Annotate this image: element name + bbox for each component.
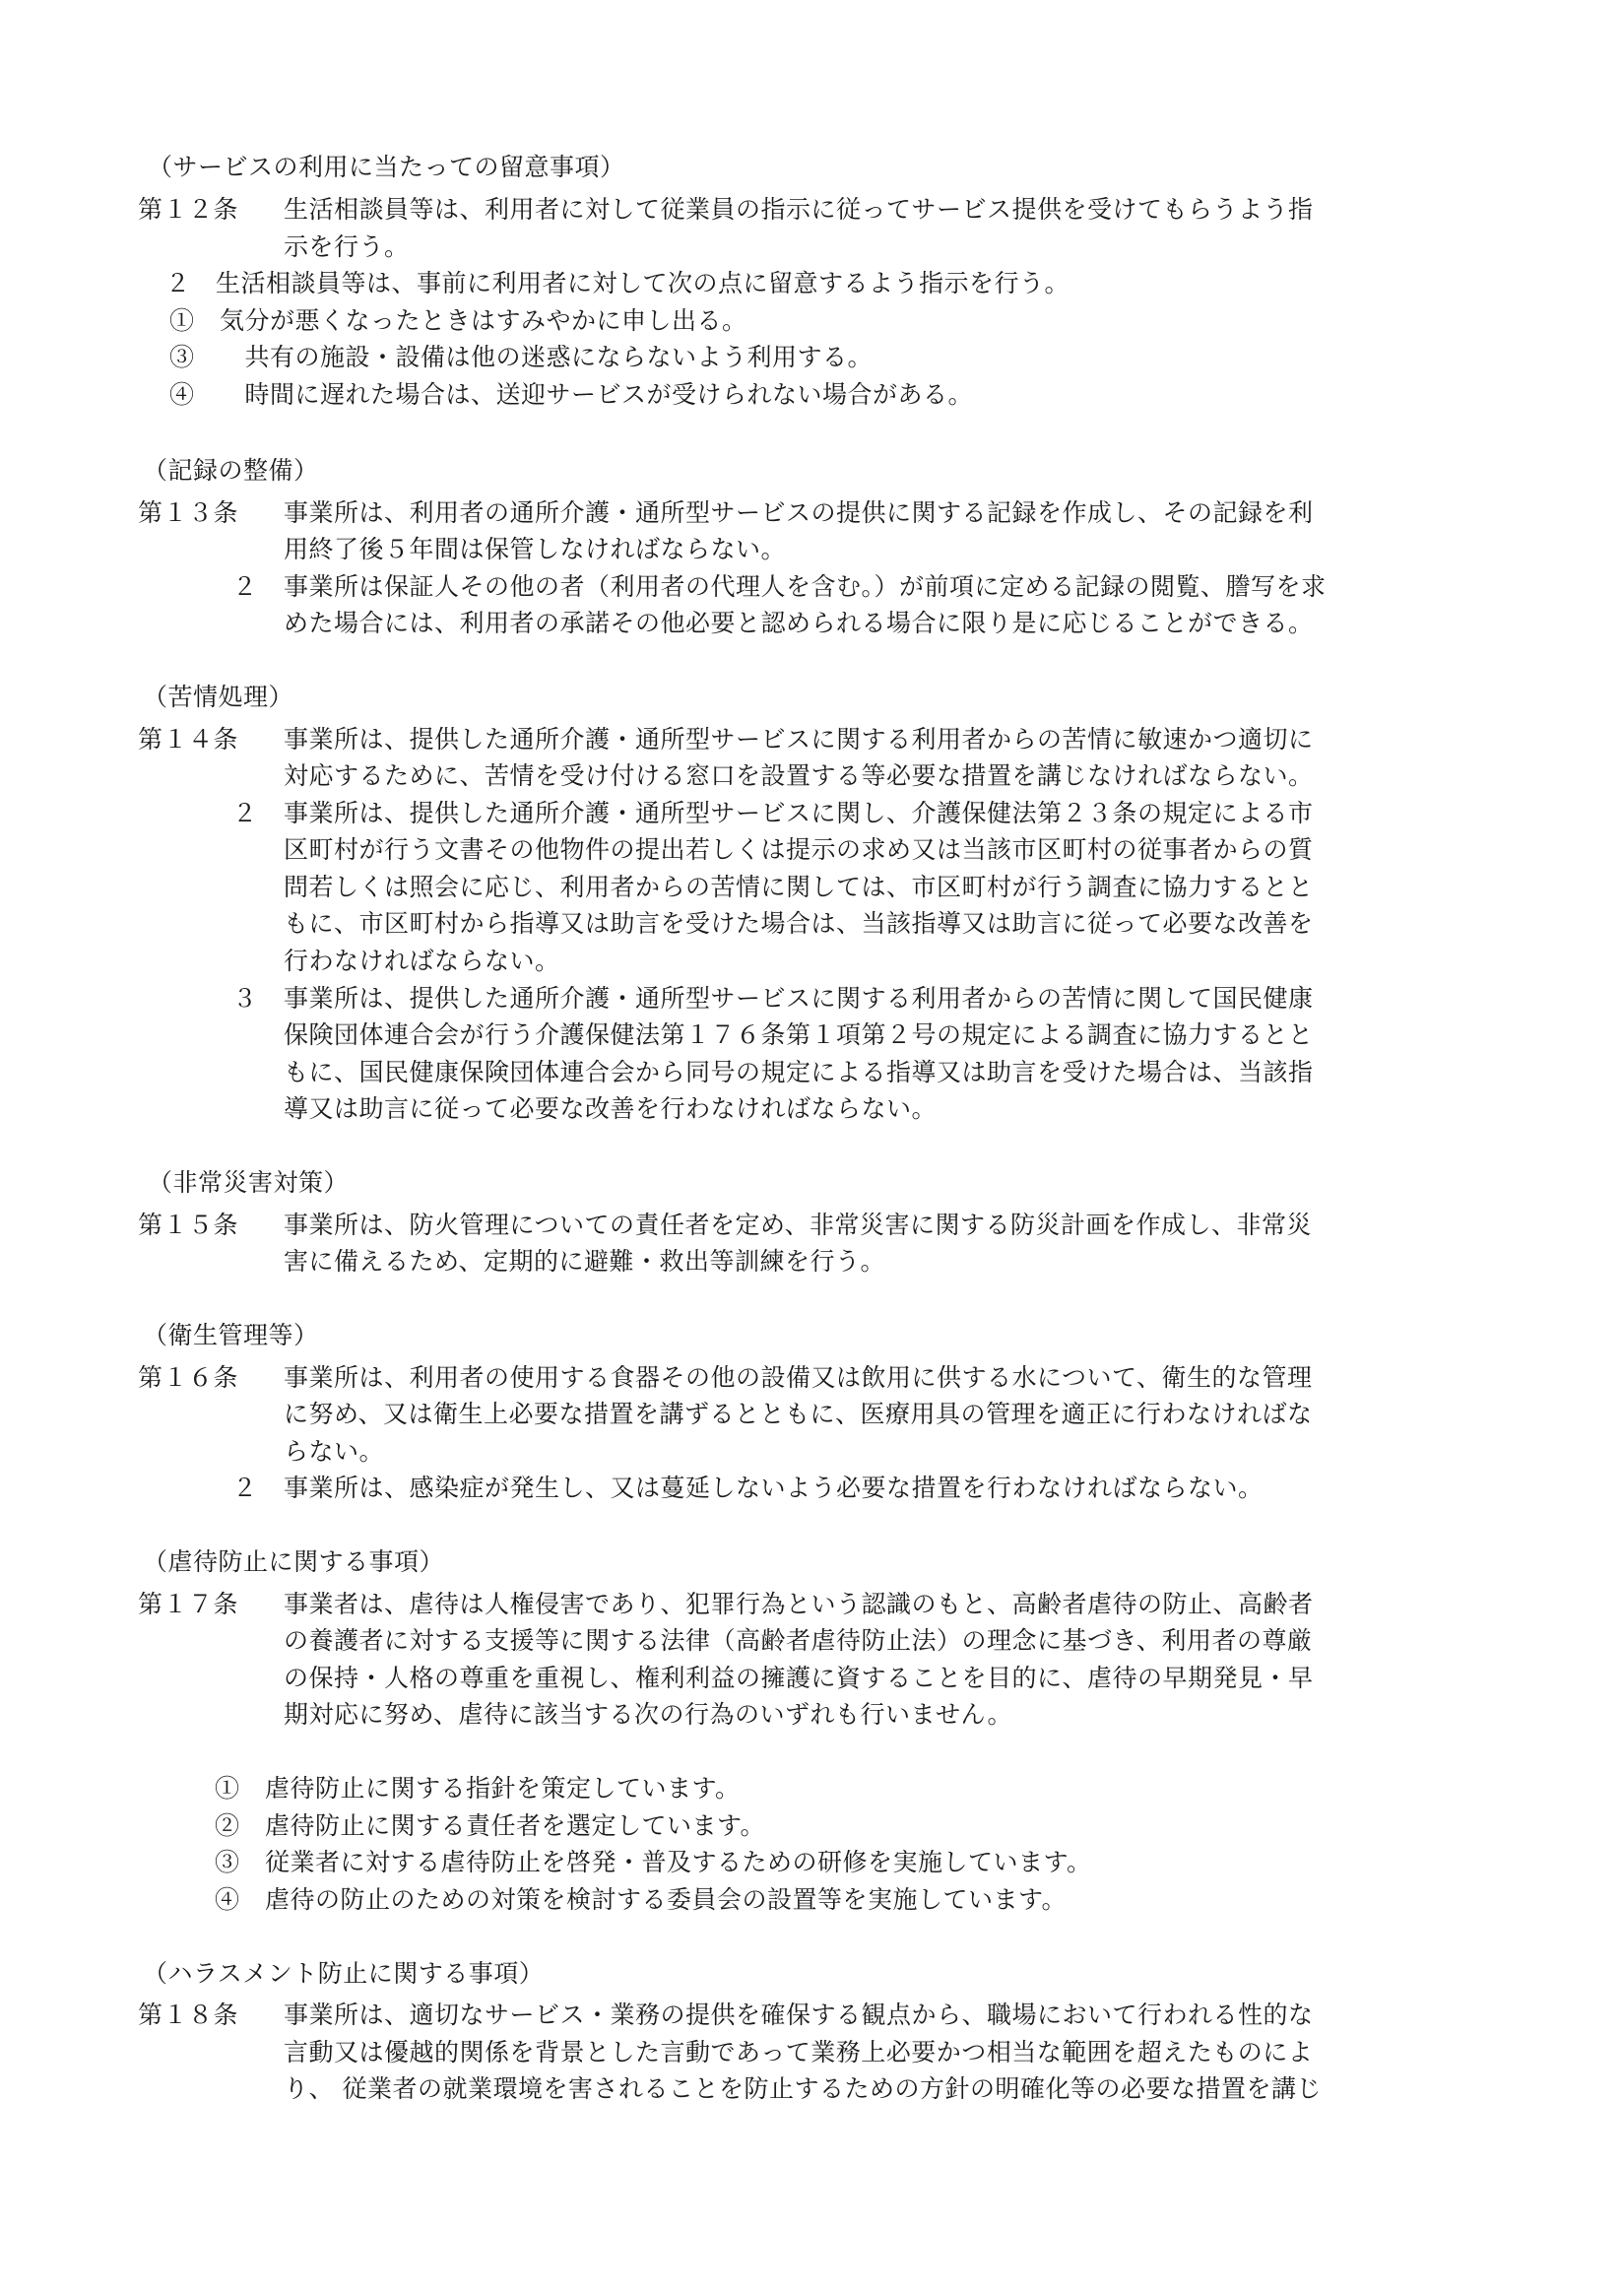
paragraph-text: 事業所は、感染症が発生し、又は蔓延しないよう必要な措置を行わなければならない。	[284, 1474, 1264, 1502]
paragraph-text: 事業所は、提供した通所介護・通所型サービスに関する利用者からの苦情に関して国民健康	[284, 984, 1314, 1013]
article-text: らない。	[284, 1437, 385, 1466]
list-item: ③ 従業者に対する虐待防止を啓発・普及するための研修を実施しています。	[215, 1848, 1092, 1876]
paragraph-number: ２	[232, 1474, 258, 1502]
article-number: 第１５条	[138, 1211, 239, 1239]
paragraph-text: 区町村が行う文書その他物件の提出若しくは提示の求め又は当該市区町村の従事者からの質	[284, 835, 1314, 864]
article-number: 第１７条	[138, 1590, 239, 1618]
section-heading: （記録の整備）	[143, 456, 319, 485]
article-text: 事業所は、提供した通所介護・通所型サービスに関する利用者からの苦情に敏速かつ適切に	[284, 725, 1314, 754]
section-heading: （衛生管理等）	[143, 1321, 319, 1349]
paragraph-text: 事業所は、提供した通所介護・通所型サービスに関し、介護保健法第２３条の規定による市	[284, 799, 1314, 827]
section-heading: （非常災害対策）	[148, 1168, 350, 1197]
article-text: の養護者に対する支援等に関する法律（高齢者虐待防止法）の理念に基づき、利用者の尊厳	[284, 1626, 1313, 1655]
list-item: ② 虐待防止に関する責任者を選定しています。	[215, 1811, 766, 1840]
paragraph-text: ２ 生活相談員等は、事前に利用者に対して次の点に留意するよう指示を行う。	[165, 269, 1070, 297]
article-text: 生活相談員等は、利用者に対して従業員の指示に従ってサービス提供を受けてもらうよう指	[284, 195, 1314, 224]
list-item: ① 気分が悪くなったときはすみやかに申し出る。	[169, 306, 747, 335]
paragraph-number: ２	[232, 572, 258, 601]
article-text: 事業者は、虐待は人権侵害であり、犯罪行為という認識のもと、高齢者虐待の防止、高齢者	[284, 1590, 1314, 1618]
paragraph-text: 保険団体連合会が行う介護保健法第１７６条第１項第２号の規定による調査に協力するとと	[284, 1020, 1314, 1049]
paragraph-text: もに、国民健康保険団体連合会から同号の規定による指導又は助言を受けた場合は、当該指	[284, 1058, 1314, 1086]
paragraph-text: めた場合には、利用者の承諾その他必要と認められる場合に限り是に応じることができる。	[284, 609, 1314, 637]
section-heading: （サービスの利用に当たっての留意事項）	[148, 153, 625, 181]
article-text: 言動又は優越的関係を背景とした言動であって業務上必要かつ相当な範囲を超えたものによ	[284, 2038, 1314, 2066]
section-heading: （虐待防止に関する事項）	[143, 1547, 445, 1576]
list-item: ③ 共有の施設・設備は他の迷惑にならないよう利用する。	[169, 343, 874, 371]
article-text: 事業所は、利用者の通所介護・通所型サービスの提供に関する記録を作成し、その記録を利	[284, 498, 1314, 527]
paragraph-text: 問若しくは照会に応じ、利用者からの苦情に関しては、市区町村が行う調査に協力するとと	[284, 873, 1314, 901]
list-item: ④ 時間に遅れた場合は、送迎サービスが受けられない場合がある。	[169, 380, 974, 409]
paragraph-text: 事業所は保証人その他の者（利用者の代理人を含む。）が前項に定める記録の閲覧、謄写を求	[284, 572, 1327, 601]
paragraph-number: ２	[232, 799, 258, 827]
article-text: り、 従業者の就業環境を害されることを防止するための方針の明確化等の必要な措置を講じ	[284, 2074, 1322, 2103]
article-number: 第１２条	[138, 195, 239, 224]
paragraph-number: ３	[232, 984, 258, 1013]
article-text: の保持・人格の尊重を重視し、権利利益の擁護に資することを目的に、虐待の早期発見・早	[284, 1664, 1314, 1692]
article-text: 用終了後５年間は保管しなければならない。	[284, 535, 787, 563]
article-text: 事業所は、防火管理についての責任者を定め、非常災害に関する防災計画を作成し、非常災	[284, 1211, 1313, 1239]
article-text: 害に備えるため、定期的に避難・救出等訓練を行う。	[284, 1247, 886, 1276]
article-text: 事業所は、適切なサービス・業務の提供を確保する観点から、職場において行われる性的な	[284, 2001, 1314, 2029]
article-number: 第１４条	[138, 725, 239, 754]
article-text: 事業所は、利用者の使用する食器その他の設備又は飲用に供する水について、衛生的な管理	[284, 1363, 1313, 1392]
article-number: 第１３条	[138, 498, 239, 527]
section-heading: （ハラスメント防止に関する事項）	[143, 1959, 545, 1988]
list-item: ④ 虐待の防止のための対策を検討する委員会の設置等を実施しています。	[215, 1885, 1068, 1914]
section-heading: （苦情処理）	[143, 683, 294, 711]
paragraph-text: 行わなければならない。	[284, 947, 560, 975]
article-text: 示を行う。	[284, 232, 410, 261]
list-item: ① 虐待防止に関する指針を策定しています。	[215, 1774, 741, 1803]
paragraph-text: もに、市区町村から指導又は助言を受けた場合は、当該指導又は助言に従って必要な改善を	[284, 909, 1314, 938]
paragraph-text: 導又は助言に従って必要な改善を行わなければならない。	[284, 1094, 938, 1123]
article-number: 第１８条	[138, 2001, 239, 2029]
article-number: 第１６条	[138, 1363, 239, 1392]
article-text: 対応するために、苦情を受け付ける窓口を設置する等必要な措置を講じなければならない。	[284, 761, 1314, 790]
article-text: に努め、又は衛生上必要な措置を講ずるとともに、医療用具の管理を適正に行わなければな	[284, 1400, 1313, 1428]
article-text: 期対応に努め、虐待に該当する次の行為のいずれも行いません。	[284, 1700, 1013, 1729]
